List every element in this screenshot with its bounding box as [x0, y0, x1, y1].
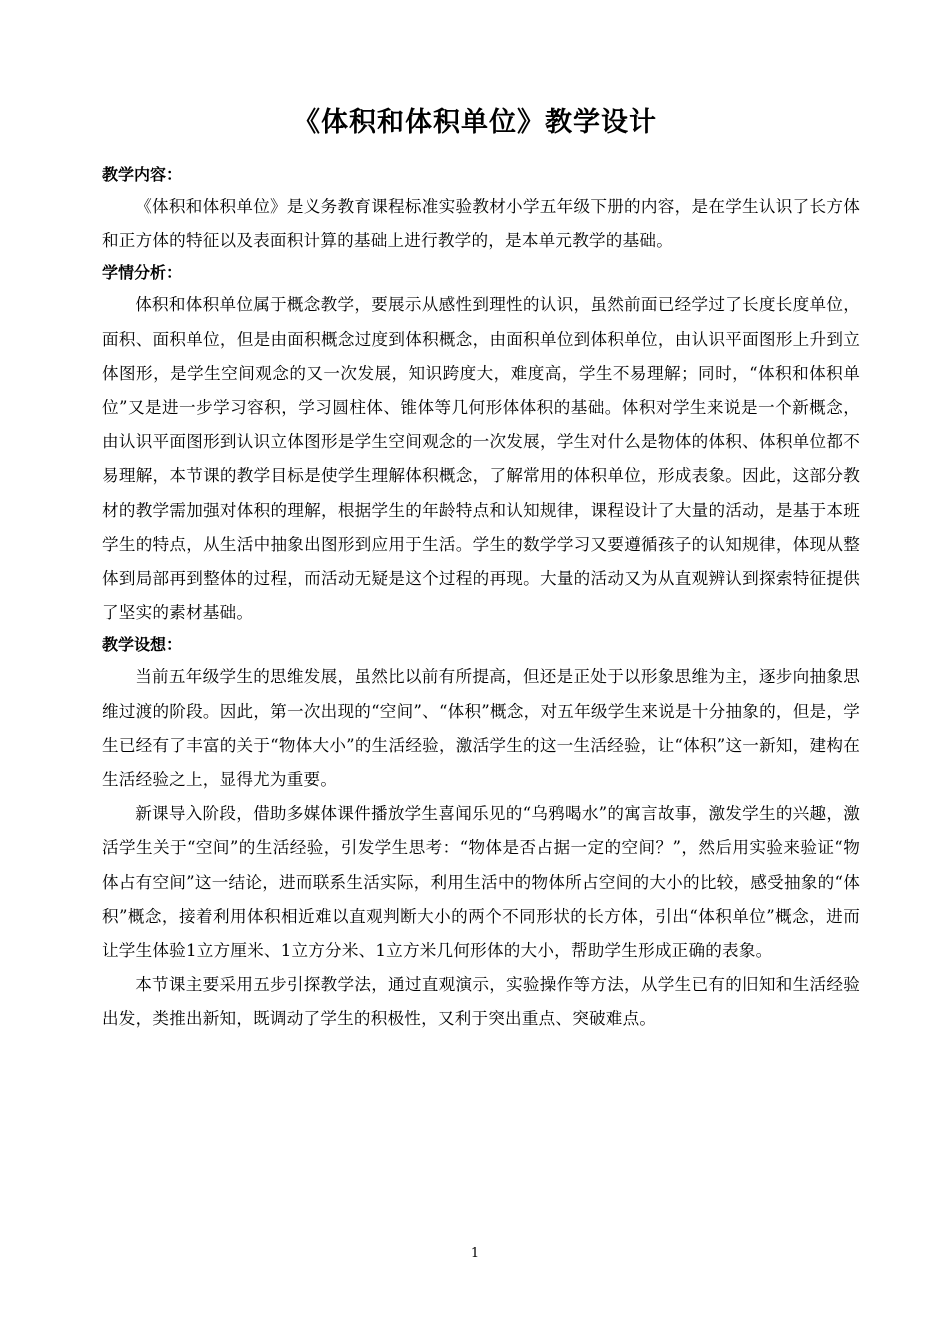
- section-paragraph: 《体积和体积单位》是义务教育课程标准实验教材小学五年级下册的内容，是在学生认识了长方体和正方体的特征以及表面积计算的基础上进行教学的，是本单元教学的基础。: [102, 197, 860, 251]
- section-heading: 教学内容：: [102, 165, 183, 184]
- section-paragraph: 新课导入阶段，借助多媒体课件播放学生喜闻乐见的“乌鸦喝水”的寓言故事，激发学生的兴趣，激活学生关于“空间”的生活经验，引发学生思考：“物体是否占据一定的空间？”，然后用实验来验证“物体占有空间”这一结论，进而联系生活实际，利用生活中的物体所占空间的大小的比较，感受抽象的“体积”概念，接着利用体积相近难以直观判断大小的两个不同形状的长方体，引出“体积单位”概念，进而让学生体验1立方厘米、1立方分米、1立方米几何形体的大小，帮助学生形成正确的表象。: [102, 804, 860, 961]
- section-heading: 教学设想：: [102, 635, 183, 655]
- section-teaching-content: [102, 160, 860, 258]
- document-body: [102, 160, 860, 1037]
- document-title: 《体积和体积单位》教学设计: [293, 107, 657, 138]
- section-student-analysis: [102, 258, 860, 630]
- section-paragraph: 当前五年级学生的思维发展，虽然比以前有所提高，但还是正处于以形象思维为主，逐步向抽象思维过渡的阶段。因此，第一次出现的“空间”、“体积”概念，对五年级学生来说是十分抽象的，但是，学生已经有了丰富的关于“物体大小”的生活经验，激活学生的这一生活经验，让“体积”这一新知，建构在生活经验之上，显得尤为重要。: [102, 667, 860, 790]
- section-paragraph: 本节课主要采用五步引探教学法，通过直观演示，实验操作等方法，从学生已有的旧知和生活经验出发，类推出新知，既调动了学生的积极性，又利于突出重点、突破难点。: [102, 975, 860, 1029]
- section-paragraph: 体积和体积单位属于概念教学，要展示从感性到理性的认识，虽然前面已经学过了长度长度单位，面积、面积单位，但是由面积概念过度到体积概念，由面积单位到体积单位，由认识平面图形上升到立体图形，是学生空间观念的又一次发展，知识跨度大，难度高，学生不易理解；同时，“体积和体积单位”又是进一步学习容积，学习圆柱体、锥体等几何形体体积的基础。体积对学生来说是一个新概念，由认识平面图形到认识立体图形是学生空间观念的一次发展，学生对什么是物体的体积、体积单位都不易理解，本节课的教学目标是使学生理解体积概念，了解常用的体积单位，形成表象。因此，这部分教材的教学需加强对体积的理解，根据学生的年龄特点和认知规律，课程设计了大量的活动，是基于本班学生的特点，从生活中抽象出图形到应用于生活。学生的数学学习又要遵循孩子的认知规律，体现从整体到局部再到整体的过程，而活动无疑是这个过程的再现。大量的活动又为从直观辨认到探索特征提供了坚实的素材基础。: [102, 295, 860, 623]
- page-number: 1: [470, 1246, 480, 1261]
- section-teaching-idea: [102, 630, 860, 1036]
- section-heading: 学情分析：: [102, 263, 183, 283]
